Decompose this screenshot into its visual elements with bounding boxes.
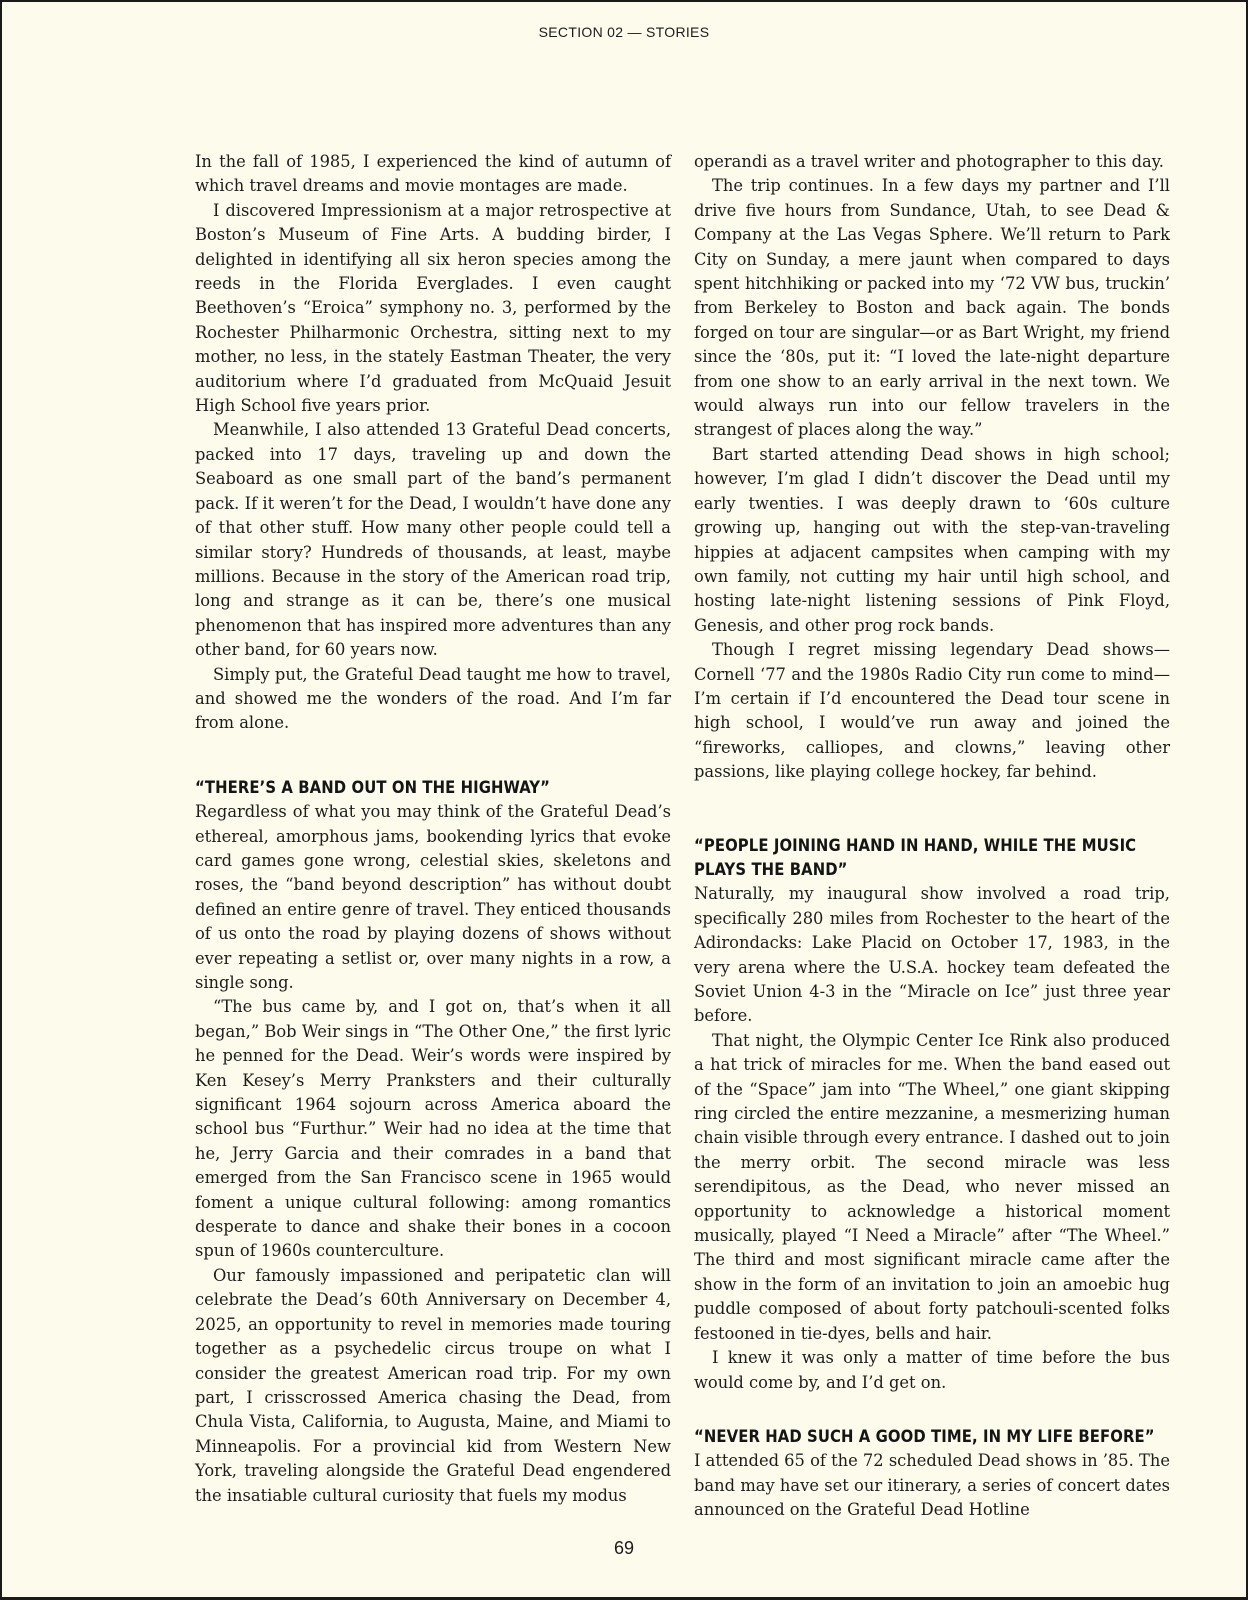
- paragraph: Simply put, the Grateful Dead taught me how to travel, and showed me the wonders of the road. And I’m far from alone.: [195, 664, 671, 733]
- section-heading: “PEOPLE JOINING HAND IN HAND, WHILE THE MUSIC PLAYS THE BAND”: [694, 835, 1137, 879]
- paragraph: Regardless of what you may think of the Grateful Dead’s ethereal, amorphous jams, bookending lyrics that evoke card games gone wrong, celestial skies, skeletons and roses, the “band beyond description” has without doubt defined an entire genre of travel. They enticed thousands of us onto the road by playing dozens of shows without ever repeating a setlist or, over many nights in a row, a single song.: [195, 802, 671, 992]
- section-spacer: [694, 1395, 1170, 1425]
- paragraph: “The bus came by, and I got on, that’s when it all began,” Bob Weir sings in “The Other One,” the first lyric he penned for the Dead. Weir’s words were inspired by Ken Kesey’s Merry Pranksters and their culturally significant 1964 sojourn across America aboard the school bus “Furthur.” Weir had no idea at the time that he, Jerry Garcia and their comrades in a band that emerged from the San Francisco scene in 1965 would foment a unique cultural following: among romantics desperate to dance and shake their bones in a cocoon spun of 1960s counterculture.: [195, 997, 671, 1261]
- section-header: SECTION 02 — STORIES: [538, 24, 710, 40]
- paragraph: In the fall of 1985, I experienced the kind of autumn of which travel dreams and movie montages are made.: [195, 152, 671, 196]
- paragraph: I knew it was only a matter of time before the bus would come by, and I’d get on.: [694, 1348, 1170, 1392]
- paragraph: I attended 65 of the 72 scheduled Dead shows in ’85. The band may have set our itinerary, a series of concert dates announced on the Grateful Dead Hotline: [694, 1451, 1170, 1520]
- page-number: 69: [613, 1538, 635, 1558]
- section-heading: “THERE’S A BAND OUT ON THE HIGHWAY”: [195, 777, 551, 797]
- section-spacer: [195, 736, 671, 776]
- left-column: [195, 150, 671, 1508]
- paragraph: Meanwhile, I also attended 13 Grateful Dead concerts, packed into 17 days, traveling up and down the Seaboard as one small part of the band’s permanent pack. If it weren’t for the Dead, I wouldn’t have done any of that other stuff. How many other people could tell a similar story? Hundreds of thousands, at least, maybe millions. Because in the story of the American road trip, long and strange as it can be, there’s one musical phenomenon that has inspired more adventures than any other band, for 60 years now.: [195, 420, 671, 660]
- paragraph: Bart started attending Dead shows in high school; however, I’m glad I didn’t discover the Dead until my early twenties. I was deeply drawn to ‘60s culture growing up, hanging out with the step-van-traveling hippies at adjacent campsites when camping with my own family, not cutting my hair until high school, and hosting late-night listening sessions of Pink Floyd, Genesis, and other prog rock bands.: [694, 444, 1170, 635]
- paragraph: operandi as a travel writer and photographer to this day.: [694, 152, 1164, 171]
- paragraph: Though I regret missing legendary Dead shows—Cornell ‘77 and the 1980s Radio City run come to mind—I’m certain if I’d encountered the Dead tour scene in high school, I would’ve run away and joined the “fireworks, calliopes, and clowns,” leaving other passions, like playing college hockey, far behind.: [694, 640, 1170, 782]
- paragraph: The trip continues. In a few days my partner and I’ll drive five hours from Sundance, Utah, to see Dead & Company at the Las Vegas Sphere. We’ll return to Park City on Sunday, a mere jaunt when compared to days spent hitchhiking or packed into my ‘72 VW bus, truckin’ from Berkeley to Boston and back again. The bonds forged on tour are singular—or as Bart Wright, my friend since the ‘80s, put it: “I loved the late-night departure from one show to an early arrival in the next town. We would always run into our fellow travelers in the strangest of places along the way.”: [694, 176, 1170, 440]
- paragraph: I discovered Impressionism at a major retrospective at Boston’s Museum of Fine Arts. A budding birder, I delighted in identifying all six heron species among the reeds in the Florida Everglades. I even caught Beethoven’s “Eroica” symphony no. 3, performed by the Rochester Philharmonic Orchestra, sitting next to my mother, no less, in the stately Eastman Theater, the very auditorium where I’d graduated from McQuaid Jesuit High School five years prior.: [195, 200, 671, 416]
- section-heading: “NEVER HAD SUCH A GOOD TIME, IN MY LIFE BEFORE”: [694, 1426, 1155, 1446]
- right-column: [694, 150, 1170, 1523]
- paragraph: Our famously impassioned and peripatetic clan will celebrate the Dead’s 60th Anniversary on December 4, 2025, an opportunity to revel in memories made touring together as a psychedelic circus troupe on what I consider the greatest American road trip. For my own part, I crisscrossed America chasing the Dead, from Chula Vista, California, to Augusta, Maine, and Miami to Minneapolis. For a provincial kid from Western New York, traveling alongside the Grateful Dead engendered the insatiable cultural curiosity that fuels my modus: [195, 1265, 671, 1505]
- paragraph: Naturally, my inaugural show involved a road trip, specifically 280 miles from Rochester to the heart of the Adirondacks: Lake Placid on October 17, 1983, in the very arena where the U.S.A. hockey team defeated the Soviet Union 4-3 in the “Miracle on Ice” just three year before.: [694, 884, 1170, 1026]
- section-spacer: [694, 785, 1170, 834]
- paragraph: That night, the Olympic Center Ice Rink also produced a hat trick of miracles for me. When the band eased out of the “Space” jam into “The Wheel,” one giant skipping ring circled the entire mezzanine, a mesmerizing human chain visible through every entrance. I dashed out to join the merry orbit. The second miracle was less serendipitous, as the Dead, who never missed an opportunity to acknowledge a historical moment musically, played “I Need a Miracle” after “The Wheel.” The third and most significant miracle came after the show in the form of an invitation to join an amoebic hug puddle composed of about forty patchouli-scented folks festooned in tie-dyes, bells and hair.: [694, 1030, 1170, 1343]
